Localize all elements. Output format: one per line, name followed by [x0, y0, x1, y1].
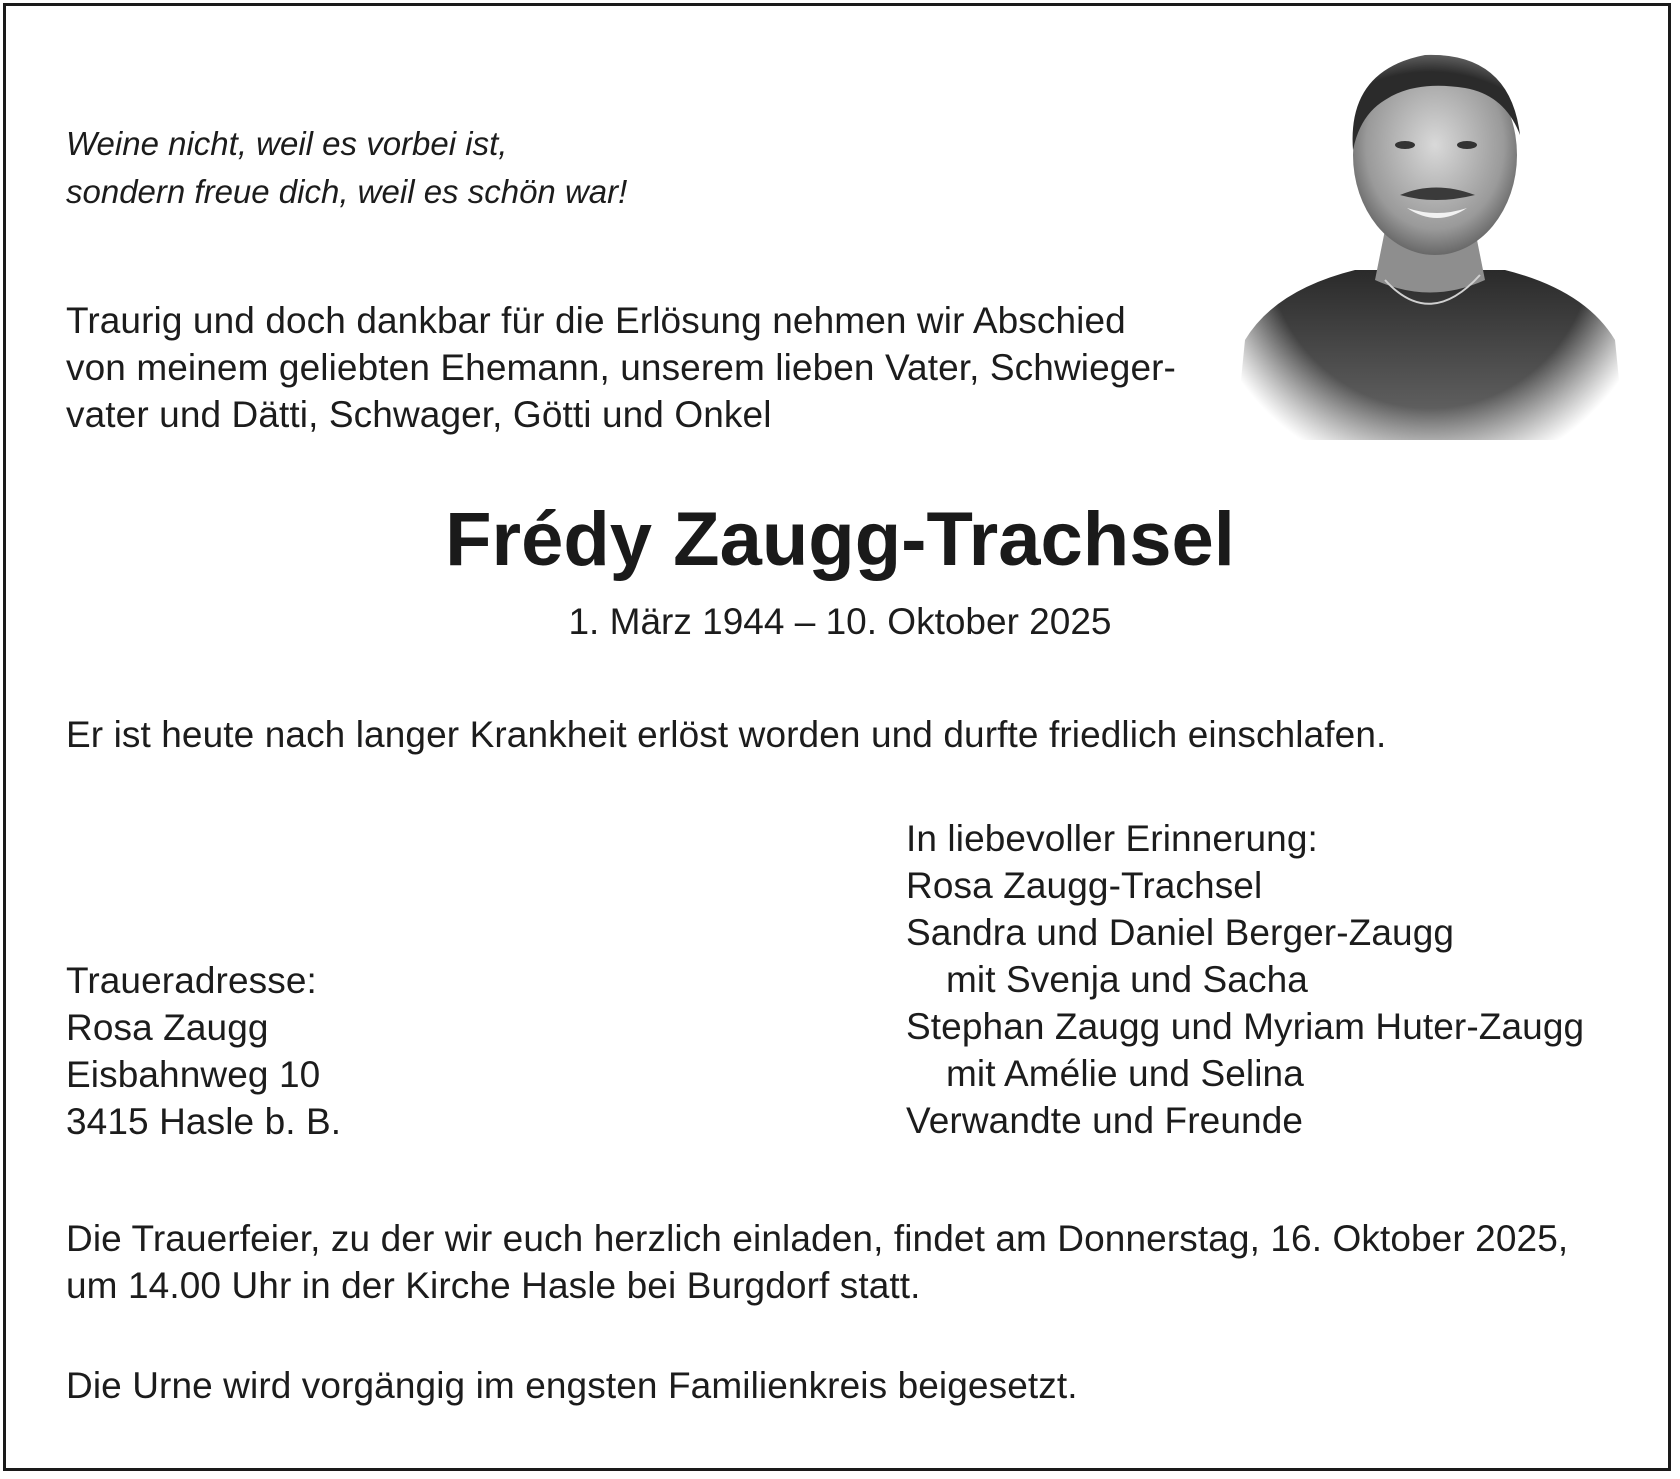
- motto-line: Weine nicht, weil es vorbei ist,: [66, 125, 508, 162]
- death-statement: Er ist heute nach langer Krankheit erlöst worden und durfte friedlich einschlafen.: [66, 714, 1387, 755]
- address-line: Rosa Zaugg: [66, 1007, 269, 1048]
- ceremony-notice: [66, 1215, 1568, 1309]
- motto-quote: [66, 120, 627, 216]
- mourner-line: Verwandte und Freunde: [906, 1100, 1304, 1141]
- intro-line: von meinem geliebten Ehemann, unserem lieben Vater, Schwieger-: [66, 347, 1176, 388]
- mourner-line: Rosa Zaugg-Trachsel: [906, 865, 1263, 906]
- mourners-list: [906, 815, 1584, 1144]
- ceremony-line: Die Trauerfeier, zu der wir euch herzlich einladen, findet am Donnerstag, 16. Oktober 2025,: [66, 1218, 1569, 1259]
- mourners-heading: In liebevoller Erinnerung:: [906, 818, 1318, 859]
- intro-line: Traurig und doch dankbar für die Erlösung nehmen wir Abschied: [66, 300, 1126, 341]
- mourner-line: Sandra und Daniel Berger-Zaugg: [906, 912, 1455, 953]
- life-dates: 1. März 1944 – 10. Oktober 2025: [568, 601, 1112, 642]
- intro-paragraph: [66, 297, 1176, 438]
- urn-notice: Die Urne wird vorgängig im engsten Familienkreis beigesetzt.: [66, 1365, 1078, 1406]
- mourning-address: [66, 957, 341, 1145]
- deceased-name: Frédy Zaugg-Trachsel: [445, 497, 1235, 582]
- address-line: Eisbahnweg 10: [66, 1054, 321, 1095]
- mourner-line: mit Amélie und Selina: [946, 1053, 1304, 1094]
- portrait-photo: [1235, 40, 1625, 440]
- mourner-line: Stephan Zaugg und Myriam Huter-Zaugg: [906, 1006, 1585, 1047]
- mourner-line: mit Svenja und Sacha: [946, 959, 1308, 1000]
- address-heading: Traueradresse:: [66, 960, 317, 1001]
- motto-line: sondern freue dich, weil es schön war!: [66, 173, 628, 210]
- address-line: 3415 Hasle b. B.: [66, 1101, 342, 1142]
- ceremony-line: um 14.00 Uhr in der Kirche Hasle bei Burgdorf statt.: [66, 1265, 921, 1306]
- intro-line: vater und Dätti, Schwager, Götti und Onkel: [66, 394, 772, 435]
